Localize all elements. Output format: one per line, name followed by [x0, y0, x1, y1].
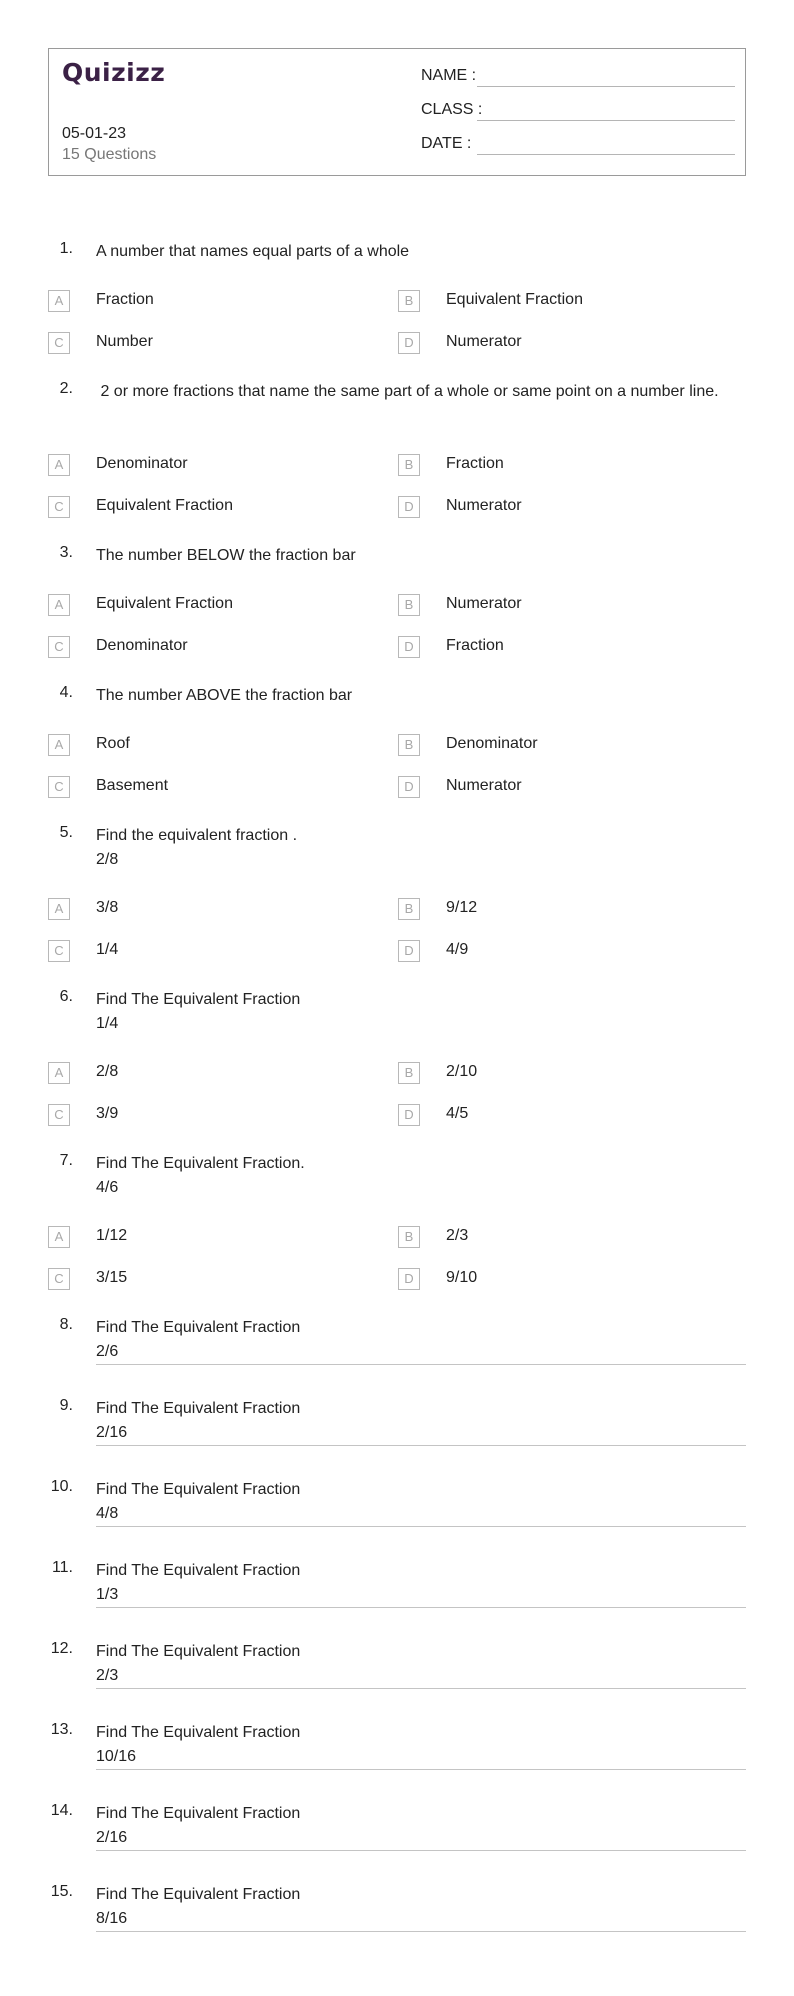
question-number: 6. [59, 988, 73, 1005]
answer-line[interactable] [96, 1526, 746, 1527]
option-c-box[interactable]: C [48, 496, 70, 518]
worksheet-header [48, 48, 746, 176]
option-c-text: Basement [96, 777, 169, 794]
class-line[interactable] [477, 120, 735, 121]
option-d-box[interactable]: D [398, 636, 420, 658]
answer-line[interactable] [96, 1850, 746, 1851]
option-c-text: 3/15 [96, 1269, 128, 1286]
answer-line[interactable] [96, 1445, 746, 1446]
question-number: 7. [59, 1152, 73, 1169]
option-c-box[interactable]: C [48, 940, 70, 962]
option-a-box[interactable]: A [48, 594, 70, 616]
option-b-box[interactable]: B [398, 594, 420, 616]
name-line[interactable] [477, 86, 735, 87]
option-c-text: Number [96, 333, 153, 350]
option-d-text: Fraction [446, 637, 504, 654]
option-a-text: Fraction [96, 291, 154, 308]
option-d-text: Numerator [446, 333, 522, 350]
option-b-box[interactable]: B [398, 1226, 420, 1248]
question-text: Find The Equivalent Fraction 8/16 [96, 1886, 301, 1927]
option-d-box[interactable]: D [398, 332, 420, 354]
name-field[interactable] [421, 65, 735, 89]
question-text: Find The Equivalent Fraction. 4/6 [96, 1155, 305, 1196]
option-b-text: Equivalent Fraction [446, 291, 583, 308]
option-c-box[interactable]: C [48, 776, 70, 798]
option-d-box[interactable]: D [398, 776, 420, 798]
option-a-text: Roof [96, 735, 130, 752]
question-text: Find The Equivalent Fraction 2/16 [96, 1805, 301, 1846]
option-a-box[interactable]: A [48, 1226, 70, 1248]
option-d-text: Numerator [446, 497, 522, 514]
question-number: 15. [50, 1883, 73, 1900]
option-c-box[interactable]: C [48, 1104, 70, 1126]
option-d-text: 4/5 [446, 1105, 469, 1122]
class-label: CLASS : [421, 101, 483, 118]
question-number: 5. [59, 824, 73, 841]
name-label: NAME : [421, 67, 477, 84]
option-b-text: 2/10 [446, 1063, 478, 1080]
answer-line[interactable] [96, 1607, 746, 1608]
question-number: 2. [59, 380, 73, 397]
option-a-box[interactable]: A [48, 290, 70, 312]
answer-line[interactable] [96, 1364, 746, 1365]
option-c-box[interactable]: C [48, 636, 70, 658]
question-number: 9. [59, 1397, 73, 1414]
option-d-text: Numerator [446, 777, 522, 794]
option-b-box[interactable]: B [398, 898, 420, 920]
option-c-box[interactable]: C [48, 1268, 70, 1290]
option-d-box[interactable]: D [398, 940, 420, 962]
option-d-box[interactable]: D [398, 1104, 420, 1126]
class-field[interactable] [421, 99, 735, 123]
worksheet-date: 05-01-23 [62, 125, 127, 142]
date-label: DATE : [421, 135, 472, 152]
question-text: Find The Equivalent Fraction 10/16 [96, 1724, 301, 1765]
question-text: The number ABOVE the fraction bar [96, 687, 353, 704]
question-number: 4. [59, 684, 73, 701]
option-b-box[interactable]: B [398, 290, 420, 312]
answer-line[interactable] [96, 1931, 746, 1932]
option-a-box[interactable]: A [48, 898, 70, 920]
option-a-text: Denominator [96, 455, 188, 472]
option-d-text: 9/10 [446, 1269, 478, 1286]
question-text: Find The Equivalent Fraction 1/4 [96, 991, 301, 1032]
option-d-text: 4/9 [446, 941, 469, 958]
option-b-box[interactable]: B [398, 1062, 420, 1084]
option-d-box[interactable]: D [398, 1268, 420, 1290]
question-number: 8. [59, 1316, 73, 1333]
option-c-text: 3/9 [96, 1105, 119, 1122]
option-a-box[interactable]: A [48, 1062, 70, 1084]
date-line[interactable] [477, 154, 735, 155]
option-a-text: 3/8 [96, 899, 119, 916]
question-number: 11. [51, 1559, 73, 1576]
question-text: A number that names equal parts of a whole [96, 243, 410, 260]
option-b-text: Denominator [446, 735, 538, 752]
question-text: Find The Equivalent Fraction 2/16 [96, 1400, 301, 1441]
option-b-text: Numerator [446, 595, 522, 612]
quizizz-logo: Quizizz [62, 58, 166, 87]
question-number: 1. [59, 240, 73, 257]
option-c-text: Equivalent Fraction [96, 497, 233, 514]
answer-line[interactable] [96, 1688, 746, 1689]
option-b-box[interactable]: B [398, 734, 420, 756]
question-number: 3. [59, 544, 73, 561]
question-text: Find The Equivalent Fraction 2/3 [96, 1643, 301, 1684]
question-text: Find the equivalent fraction . 2/8 [96, 827, 298, 868]
question-text: 2 or more fractions that name the same part of a whole or same point on a number line. [96, 383, 719, 400]
option-a-box[interactable]: A [48, 734, 70, 756]
option-a-box[interactable]: A [48, 454, 70, 476]
option-b-text: Fraction [446, 455, 504, 472]
option-a-text: 1/12 [96, 1227, 128, 1244]
option-d-box[interactable]: D [398, 496, 420, 518]
question-number: 13. [50, 1721, 73, 1738]
question-text: The number BELOW the fraction bar [96, 547, 356, 564]
question-text: Find The Equivalent Fraction 4/8 [96, 1481, 301, 1522]
date-field[interactable] [421, 133, 735, 157]
option-b-box[interactable]: B [398, 454, 420, 476]
question-text: Find The Equivalent Fraction 1/3 [96, 1562, 301, 1603]
option-c-box[interactable]: C [48, 332, 70, 354]
question-number: 10. [50, 1478, 73, 1495]
option-c-text: 1/4 [96, 941, 119, 958]
option-a-text: 2/8 [96, 1063, 119, 1080]
question-number: 12. [50, 1640, 73, 1657]
option-a-text: Equivalent Fraction [96, 595, 233, 612]
answer-line[interactable] [96, 1769, 746, 1770]
question-count: 15 Questions [62, 146, 157, 163]
option-c-text: Denominator [96, 637, 188, 654]
question-number: 14. [50, 1802, 73, 1819]
option-b-text: 2/3 [446, 1227, 469, 1244]
option-b-text: 9/12 [446, 899, 478, 916]
question-text: Find The Equivalent Fraction 2/6 [96, 1319, 301, 1360]
